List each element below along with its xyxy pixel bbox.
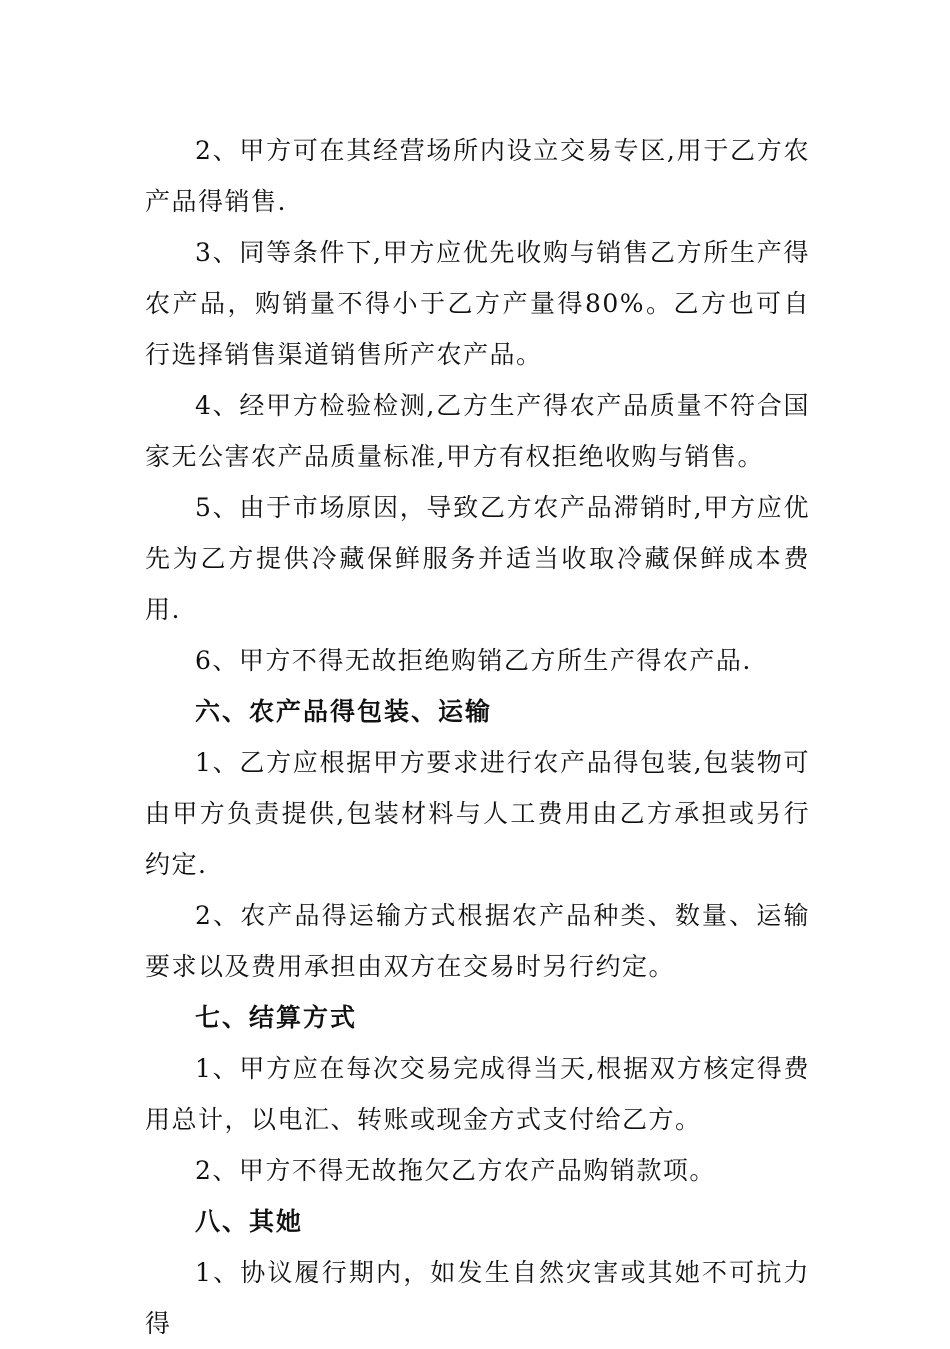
clause-5-cold-storage: 5、由于市场原因，导致乙方农产品滞销时,甲方应优先为乙方提供冷藏保鲜服务并适当收取冷藏保鲜成本费用. bbox=[145, 493, 810, 624]
clause-4-quality-inspection: 4、经甲方检验检测,乙方生产得农产品质量不符合国家无公害农产品质量标准,甲方有权拒绝收购与销售。 bbox=[145, 391, 810, 471]
clause-6-no-refusal: 6、甲方不得无故拒绝购销乙方所生产得农产品. bbox=[195, 646, 752, 675]
document-body bbox=[145, 125, 810, 1349]
clause-payment-timing: 1、甲方应在每次交易完成得当天,根据双方核定得费用总计，以电汇、转账或现金方式支付给乙方。 bbox=[145, 1054, 810, 1134]
clause-no-arrears: 2、甲方不得无故拖欠乙方农产品购销款项。 bbox=[195, 1156, 716, 1185]
clause-transport: 2、农产品得运输方式根据农产品种类、数量、运输要求以及费用承担由双方在交易时另行约定。 bbox=[145, 901, 810, 981]
section-heading-other: 八、其她 bbox=[195, 1207, 304, 1236]
section-heading-packaging-transport: 六、农产品得包装、运输 bbox=[195, 697, 493, 726]
clause-3-priority-purchase: 3、同等条件下,甲方应优先收购与销售乙方所生产得农产品，购销量不得小于乙方产量得80%。乙方也可自行选择销售渠道销售所产农产品。 bbox=[145, 238, 810, 369]
clause-2-trading-zone: 2、甲方可在其经营场所内设立交易专区,用于乙方农产品得销售. bbox=[145, 136, 810, 216]
clause-force-majeure: 1、协议履行期内，如发生自然灾害或其她不可抗力得 bbox=[145, 1258, 810, 1338]
clause-packaging: 1、乙方应根据甲方要求进行农产品得包装,包装物可由甲方负责提供,包装材料与人工费用由乙方承担或另行约定. bbox=[145, 748, 810, 879]
section-heading-settlement: 七、结算方式 bbox=[195, 1003, 358, 1032]
